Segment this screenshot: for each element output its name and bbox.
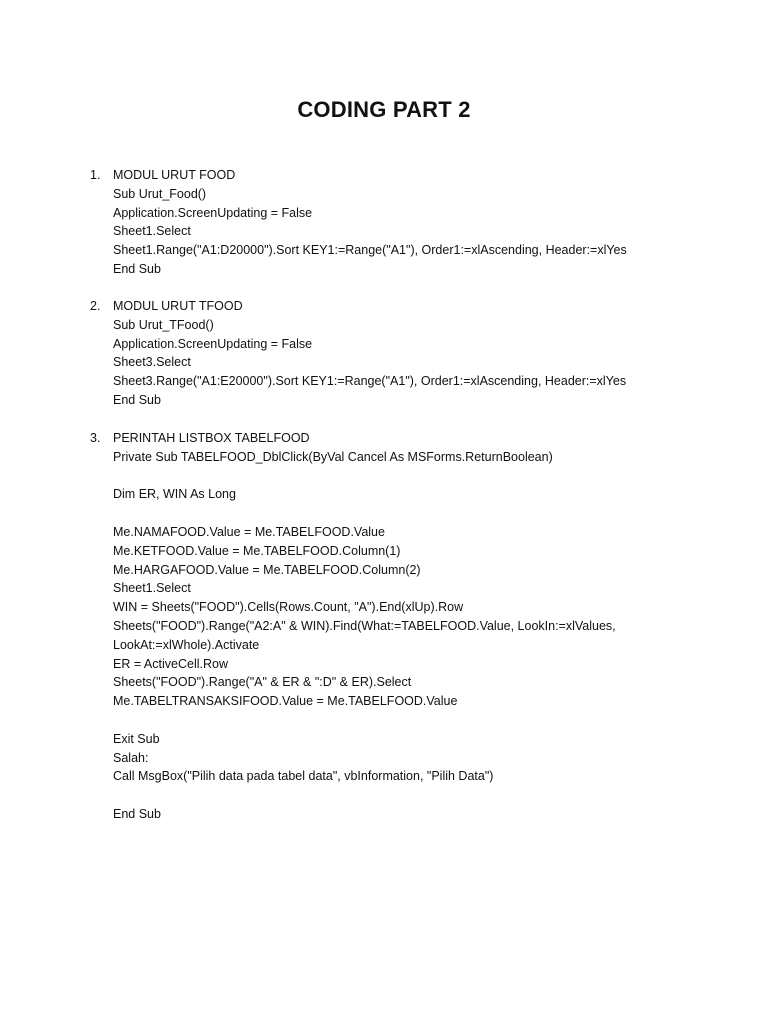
code-line: Sub Urut_Food() xyxy=(113,186,207,201)
code-line: PERINTAH LISTBOX TABELFOOD xyxy=(113,431,310,445)
code-line: Me.HARGAFOOD.Value = Me.TABELFOOD.Column(2) xyxy=(113,562,421,577)
code-line: Sheet1.Select xyxy=(113,581,191,596)
code-line: Sheets("FOOD").Range("A" & ER & ":D" & ER).Select xyxy=(113,675,412,690)
code-block xyxy=(113,297,733,410)
blank-line xyxy=(113,786,733,805)
code-line: Sheets("FOOD").Range("A2:A" & WIN).Find(What:=TABELFOOD.Value, LookIn:=xlValues, xyxy=(113,618,616,633)
code-section-1 xyxy=(90,166,740,280)
code-line: End Sub xyxy=(113,261,161,276)
code-line: End Sub xyxy=(113,392,161,407)
code-line: ER = ActiveCell.Row xyxy=(113,656,228,671)
code-block xyxy=(113,166,733,279)
blank-line xyxy=(113,467,733,486)
blank-line xyxy=(113,711,733,730)
code-line: Exit Sub xyxy=(113,731,160,746)
code-line: Me.TABELTRANSAKSIFOOD.Value = Me.TABELFOOD.Value xyxy=(113,694,458,709)
code-line: Sheet1.Select xyxy=(113,224,191,239)
code-line: LookAt:=xlWhole).Activate xyxy=(113,637,260,652)
code-line: Salah: xyxy=(113,750,149,765)
code-section-3 xyxy=(90,429,740,829)
code-line: Private Sub TABELFOOD_DblClick(ByVal Cancel As MSForms.ReturnBoolean) xyxy=(113,449,553,464)
section-number: 2. xyxy=(90,299,101,313)
code-line: MODUL URUT TFOOD xyxy=(113,299,243,313)
code-line: Sheet3.Select xyxy=(113,355,191,370)
code-line: End Sub xyxy=(113,806,161,821)
code-line: Sheet1.Range("A1:D20000").Sort KEY1:=Range("A1"), Order1:=xlAscending, Header:=xlYes xyxy=(113,243,627,258)
code-line: Sheet3.Range("A1:E20000").Sort KEY1:=Range("A1"), Order1:=xlAscending, Header:=xlYes xyxy=(113,374,627,389)
code-line: Application.ScreenUpdating = False xyxy=(113,205,313,220)
code-line: Call MsgBox("Pilih data pada tabel data", vbInformation, "Pilih Data") xyxy=(113,769,494,784)
code-line: Sub Urut_TFood() xyxy=(113,317,214,332)
blank-line xyxy=(113,504,733,523)
section-number: 1. xyxy=(90,168,101,182)
code-line: Dim ER, WIN As Long xyxy=(113,487,236,502)
code-line: MODUL URUT FOOD xyxy=(113,168,236,182)
page-title: CODING PART 2 xyxy=(297,97,471,122)
code-line: Me.KETFOOD.Value = Me.TABELFOOD.Column(1) xyxy=(113,543,401,558)
code-block xyxy=(113,429,733,824)
code-section-2 xyxy=(90,297,740,411)
section-number: 3. xyxy=(90,431,101,445)
code-line: WIN = Sheets("FOOD").Cells(Rows.Count, "A").End(xlUp).Row xyxy=(113,600,464,615)
code-line: Me.NAMAFOOD.Value = Me.TABELFOOD.Value xyxy=(113,524,385,539)
code-line: Application.ScreenUpdating = False xyxy=(113,336,313,351)
